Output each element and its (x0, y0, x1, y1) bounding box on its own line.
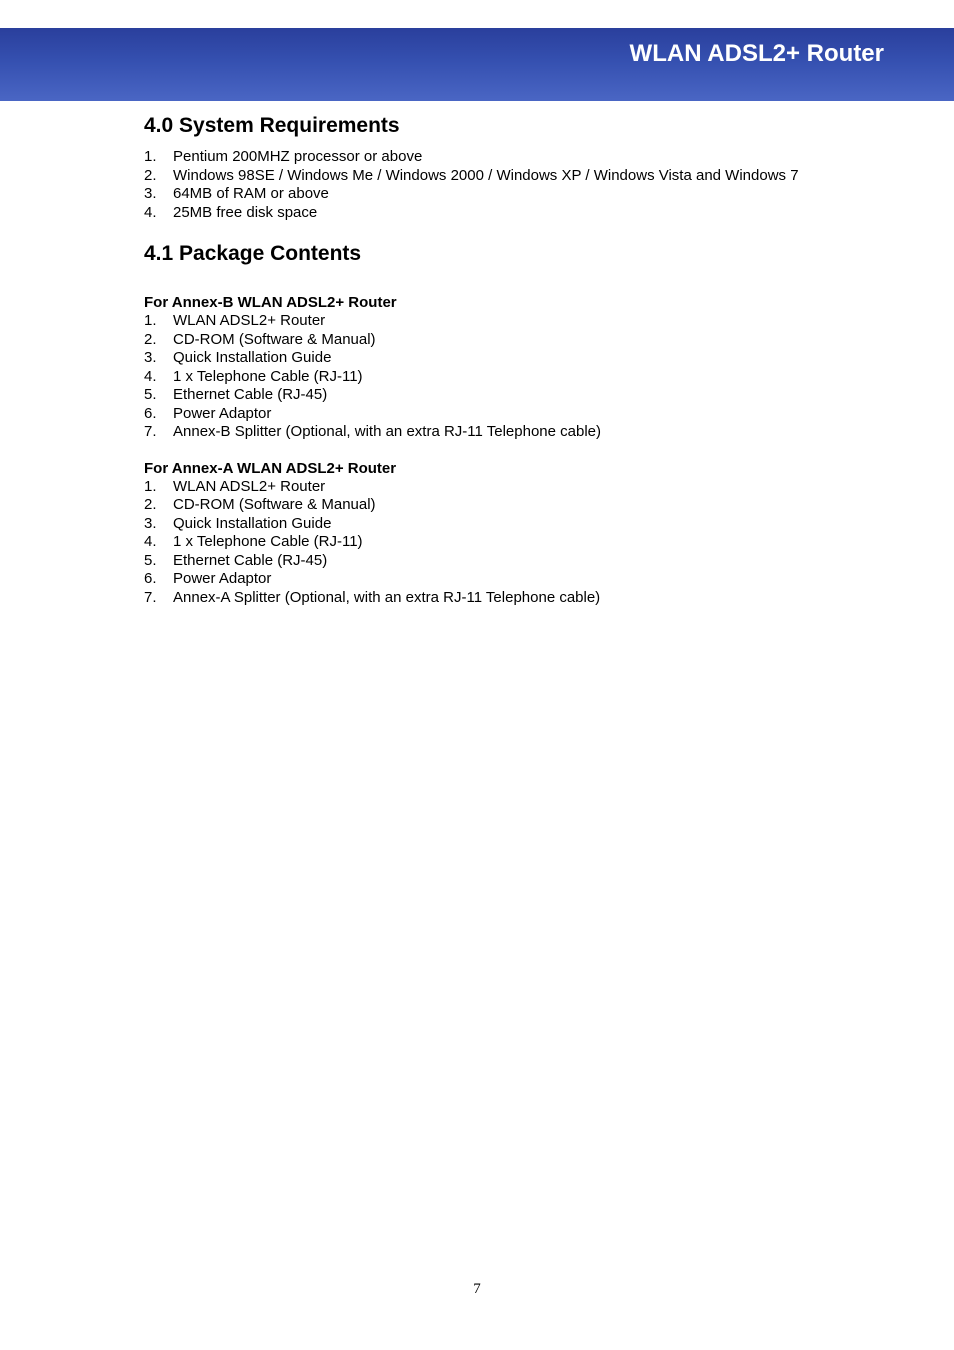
list-item (144, 515, 804, 534)
list-item (144, 533, 804, 552)
list-item (144, 204, 804, 223)
list-item (144, 349, 804, 368)
list-text: CD-ROM (Software & Manual) (173, 330, 376, 348)
list-item (144, 478, 804, 497)
list-number: 7. (144, 588, 157, 606)
list-text: Ethernet Cable (RJ-45) (173, 551, 328, 569)
page-number: 7 (473, 1281, 481, 1297)
list-text: Annex-B Splitter (Optional, with an extra RJ-11 Telephone cable) (173, 423, 602, 440)
list-number: 1. (144, 477, 157, 495)
list-number: 6. (144, 404, 157, 422)
list-number: 6. (144, 570, 157, 587)
list-number: 7. (144, 423, 157, 440)
list-text: CD-ROM (Software & Manual) (173, 496, 376, 513)
list-number: 4. (144, 203, 157, 221)
section-title-system-requirements: 4.0 System Requirements (144, 114, 400, 137)
annex-a-heading: For Annex-A WLAN ADSL2+ Router (144, 459, 397, 477)
system-requirements-list (144, 148, 804, 222)
list-item (144, 167, 804, 186)
list-text: 64MB of RAM or above (173, 185, 329, 202)
list-item (144, 312, 804, 331)
list-item (144, 368, 804, 387)
list-item (144, 570, 804, 589)
list-text: Power Adaptor (173, 570, 272, 587)
list-number: 2. (144, 166, 157, 184)
list-item (144, 589, 804, 608)
list-item (144, 386, 804, 405)
list-item (144, 405, 804, 424)
section-title-package-contents: 4.1 Package Contents (144, 242, 362, 265)
list-text: Pentium 200MHZ processor or above (173, 148, 423, 165)
list-text: Annex-A Splitter (Optional, with an extra RJ-11 Telephone cable) (173, 588, 601, 606)
list-number: 3. (144, 185, 157, 202)
header-title: WLAN ADSL2+ Router (629, 40, 884, 67)
annex-a-list (144, 478, 804, 608)
list-number: 4. (144, 533, 157, 550)
list-text: Windows 98SE / Windows Me / Windows 2000 / Windows XP / Windows Vista and Windows 7 (173, 166, 799, 184)
list-text: WLAN ADSL2+ Router (173, 477, 326, 495)
list-number: 2. (144, 496, 157, 513)
list-item (144, 148, 804, 167)
list-number: 5. (144, 551, 157, 569)
list-text: Quick Installation Guide (173, 349, 332, 366)
list-text: Quick Installation Guide (173, 514, 332, 532)
annex-b-list (144, 312, 804, 442)
list-text: 1 x Telephone Cable (RJ-11) (173, 533, 363, 550)
list-item (144, 185, 804, 204)
page-content (144, 113, 804, 607)
list-number: 4. (144, 367, 157, 385)
list-text: WLAN ADSL2+ Router (173, 312, 326, 329)
list-number: 2. (144, 330, 157, 348)
list-item (144, 331, 804, 350)
list-number: 1. (144, 312, 157, 329)
list-text: Power Adaptor (173, 404, 272, 422)
list-number: 3. (144, 349, 157, 366)
list-text: 1 x Telephone Cable (RJ-11) (173, 367, 363, 385)
list-text: 25MB free disk space (173, 203, 318, 221)
list-number: 1. (144, 148, 157, 165)
list-text: Ethernet Cable (RJ-45) (173, 386, 328, 403)
spacer (144, 442, 804, 460)
list-item (144, 423, 804, 442)
list-item (144, 496, 804, 515)
list-number: 3. (144, 514, 157, 532)
list-number: 5. (144, 386, 157, 403)
list-item (144, 552, 804, 571)
annex-b-heading: For Annex-B WLAN ADSL2+ Router (144, 294, 397, 311)
